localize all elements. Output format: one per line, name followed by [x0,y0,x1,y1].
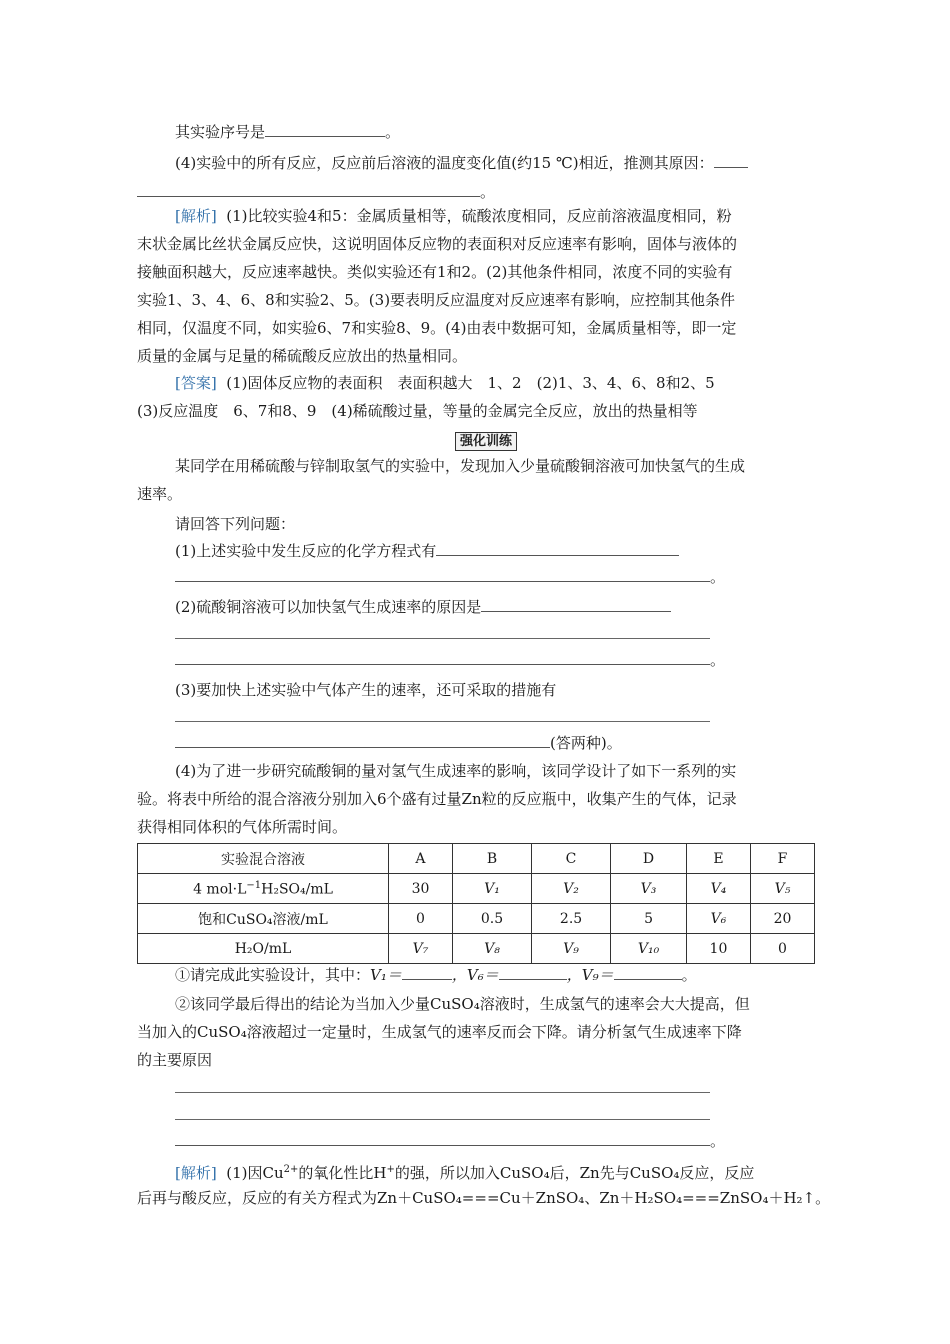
question-4-text: (4)为了进一步研究硫酸铜的量对氢气生成速率的影响，该同学设计了如下一系列的实 [175,762,737,780]
analysis-tag: [解析] [175,207,217,225]
answer-blank[interactable] [175,1129,710,1146]
table-cell: 0 [389,904,453,934]
table-row [138,904,815,934]
sub-question-2: 的主要原因 [137,1051,213,1069]
experiment-table [137,843,815,964]
question-1: (1)上述实验中发生反应的化学方程式有 [175,539,679,562]
question-2: (2)硫酸铜溶液可以加快氢气生成速率的原因是 [175,595,671,618]
table-cell: V₃ [611,874,687,904]
table-cell: 10 [686,934,750,964]
intro-line: 请回答下列问题： [175,515,296,533]
table-cell: V₈ [452,934,531,964]
table-cell: 0 [750,934,814,964]
answer-blank[interactable] [137,180,480,197]
table-row [138,874,815,904]
answer-blank[interactable] [436,539,679,556]
table-row [138,934,815,964]
table-cell: V₁ [452,874,531,904]
answer-blank[interactable] [175,648,710,665]
table-header-cell: E [686,844,750,874]
question-3: (3)要加快上述实验中气体产生的速率，还可采取的措施有 [175,681,557,699]
sub-question-2: ②该同学最后得出的结论为当加入少量CuSO₄溶液时，生成氢气的速率会大大提高，但 [175,995,750,1013]
table-cell: V₅ [750,874,814,904]
answer-blank[interactable] [175,565,710,582]
table-cell: V₉ [532,934,611,964]
answer-blank[interactable] [714,151,748,168]
answer-line: [答案] (1)固体反应物的表面积 表面积越大 1、2 (2)1、3、4、6、8和2、5 [175,374,715,392]
answer-blank[interactable] [481,595,671,612]
analysis-line: 后再与酸反应，反应的有关方程式为Zn＋CuSO₄===Cu＋ZnSO₄、Zn＋H₂SO₄===ZnSO₄＋H₂↑。 [137,1189,831,1207]
answer-blank[interactable] [265,120,385,137]
answer-blank[interactable] [614,963,682,980]
question-4-text: 获得相同体积的气体所需时间。 [137,818,348,836]
question-4-blank-line: 。 [137,180,495,203]
analysis-line: 实验1、3、4、6、8和实验2、5。(3)要表明反应温度对反应速率有影响，应控制其他条件 [137,291,736,309]
analysis-line: 接触面积越大，反应速率越快。类似实验还有1和2。(2)其他条件相同，浓度不同的实验有 [137,263,733,281]
table-header-cell: A [389,844,453,874]
analysis-line: 相同，仅温度不同，如实验6、7和实验8、9。(4)由表中数据可知，金属质量相等，即一定 [137,319,737,337]
analysis-line: 末状金属比丝状金属反应快，这说明固体反应物的表面积对反应速率有影响，固体与液体的 [137,235,738,253]
analysis-line: [解析] (1)因$Cu^{2+}$的氧化性比H+的强，所以加入CuSO₄后，Zn先与CuSO₄反应，反应 [175,1164,755,1182]
answer-line-sub2: 。 [175,1129,725,1152]
sub-question-2: 当加入的CuSO₄溶液超过一定量时，生成氢气的速率反而会下降。请分析氢气生成速率下降 [137,1023,742,1041]
table-cell: V₆ [686,904,750,934]
table-cell: V₇ [389,934,453,964]
answer-line-q3: (答两种)。 [175,731,622,754]
answer-tag: [答案] [175,374,217,392]
answer-blank[interactable] [175,731,550,748]
table-header-cell: B [452,844,531,874]
answer-line-q1: 。 [175,565,725,588]
table-cell: 20 [750,904,814,934]
answer-blank[interactable] [175,721,710,722]
table-header-cell: D [611,844,687,874]
table-header-cell: 实验混合溶液 [138,844,389,874]
intro-line: 某同学在用稀硫酸与锌制取氢气的实验中，发现加入少量硫酸铜溶液可加快氢气的生成 [175,457,746,475]
question-3-tail: 其实验序号是 。 [175,120,400,143]
question-4: (4)实验中的所有反应，反应前后溶液的温度变化值(约15 ℃)相近，推测其原因： [175,151,748,174]
table-header-cell: F [750,844,814,874]
table-cell: 2.5 [532,904,611,934]
answer-blank[interactable] [499,963,567,980]
table-cell: V₁₀ [611,934,687,964]
answer-blank[interactable] [175,638,710,639]
table-cell: 0.5 [452,904,531,934]
answer-blank[interactable] [402,963,452,980]
table-cell: V₄ [686,874,750,904]
intro-line: 速率。 [137,485,183,503]
answer-blank[interactable] [175,1119,710,1120]
analysis-tag: [解析] [175,1164,217,1182]
table-header-row [138,844,815,874]
table-header-cell: C [532,844,611,874]
sub-question-1: ①请完成此实验设计，其中：V₁＝ ，V₆＝ ，V₉＝ 。 [175,963,697,986]
table-row-label: 饱和CuSO₄溶液/mL [138,904,389,934]
answer-line-q2: 。 [175,648,725,671]
table-row-label: H₂O/mL [138,934,389,964]
table-row-label: 4 $mol\cdot L^{-1}H_2SO_4/mL$ [138,874,389,904]
answer-line: (3)反应温度 6、7和8、9 (4)稀硫酸过量，等量的金属完全反应，放出的热量相等 [137,402,698,420]
analysis-line: 质量的金属与足量的稀硫酸反应放出的热量相同。 [137,347,468,365]
table-cell: 30 [389,874,453,904]
analysis-line: [解析] (1)比较实验4和5：金属质量相等，硫酸浓度相同，反应前溶液温度相同，粉 [175,207,732,225]
answer-blank[interactable] [175,1092,710,1093]
section-heading: 强化训练 [455,432,517,451]
question-4-text: 验。将表中所给的混合溶液分别加入6个盛有过量Zn粒的反应瓶中，收集产生的气体，记录 [137,790,737,808]
table-cell: V₂ [532,874,611,904]
table-cell: 5 [611,904,687,934]
